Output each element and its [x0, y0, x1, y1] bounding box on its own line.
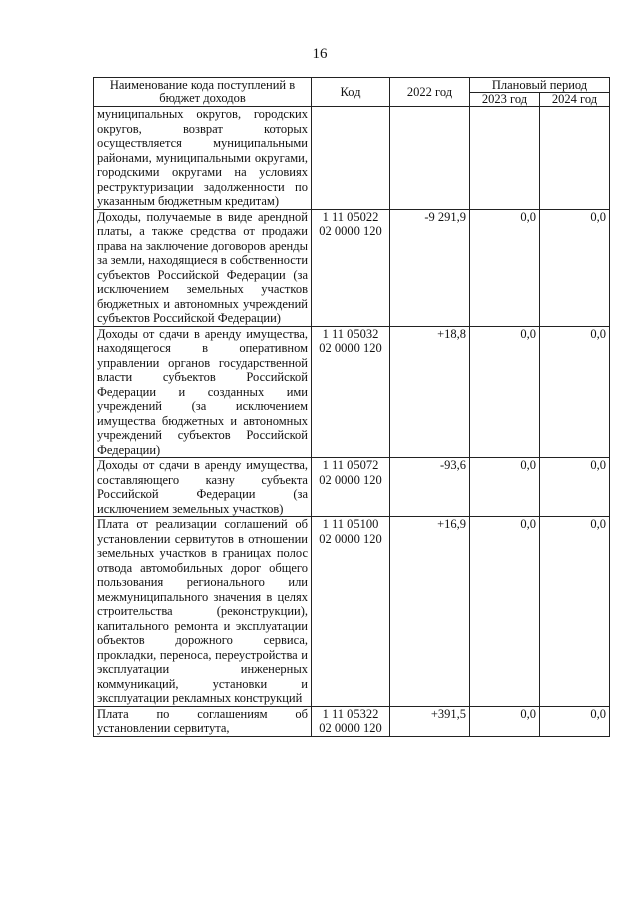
row-value-2023: [470, 107, 540, 210]
table-row: [94, 107, 610, 210]
row-name: Доходы от сдачи в аренду имущества, находящегося в оперативном управлении органов государственной власти субъектов Российской Федерации и созданных ими учреждений (за исключением имущества бюджетных и автономных учреждений субъектов Российской Федерации): [94, 326, 312, 458]
row-value-2022: -9 291,9: [390, 209, 470, 326]
row-name: Доходы, получаемые в виде арендной платы, а также средства от продажи права на заключение договоров аренды за земли, находящиеся в собственности субъектов Российской Федерации (за исключением земельных участков бюджетных и автономных учреждений субъектов Российской Федерации): [94, 209, 312, 326]
row-value-2024: 0,0: [540, 458, 610, 517]
row-name: муниципальных округов, городских округов, возврат которых осуществляется муниципальными районами, муниципальными округами, городскими округами на условиях реструктуризации задолженности по указанным бюджетным кредитам): [94, 107, 312, 210]
table-row: [94, 706, 610, 736]
row-code: 1 11 05322 02 0000 120: [312, 706, 390, 736]
row-code: [312, 107, 390, 210]
row-value-2024: [540, 107, 610, 210]
row-name: Плата от реализации соглашений об установлении сервитутов в отношении земельных участков в границах полос отвода автомобильных дорог общего пользования регионального или межмуниципального значения в целях строительства (реконструкции), капитального ремонта и эксплуатации объектов дорожного сервиса, прокладки, переноса, переустройства и эксплуатации инженерных коммуникаций, установки и эксплуатации рекламных конструкций: [94, 517, 312, 707]
revenue-table: [93, 77, 610, 737]
row-value-2024: 0,0: [540, 326, 610, 458]
table-row: [94, 326, 610, 458]
table-row: [94, 517, 610, 707]
row-name: Доходы от сдачи в аренду имущества, составляющего казну субъекта Российской Федерации (за исключением земельных участков): [94, 458, 312, 517]
row-value-2022: +391,5: [390, 706, 470, 736]
row-value-2023: 0,0: [470, 517, 540, 707]
row-code: 1 11 05022 02 0000 120: [312, 209, 390, 326]
table-row: [94, 458, 610, 517]
row-code: 1 11 05100 02 0000 120: [312, 517, 390, 707]
header-code: Код: [312, 78, 390, 107]
header-planned-period: Плановый период: [470, 78, 610, 93]
header-2024: 2024 год: [540, 93, 610, 107]
row-value-2023: 0,0: [470, 706, 540, 736]
row-value-2024: 0,0: [540, 517, 610, 707]
row-code: 1 11 05072 02 0000 120: [312, 458, 390, 517]
row-value-2022: +18,8: [390, 326, 470, 458]
row-name: Плата по соглашениям об установлении сервитута,: [94, 706, 312, 736]
row-code: 1 11 05032 02 0000 120: [312, 326, 390, 458]
row-value-2022: -93,6: [390, 458, 470, 517]
header-2023: 2023 год: [470, 93, 540, 107]
row-value-2024: 0,0: [540, 706, 610, 736]
row-value-2023: 0,0: [470, 458, 540, 517]
row-value-2022: +16,9: [390, 517, 470, 707]
header-name: Наименование кода поступлений в бюджет доходов: [94, 78, 312, 107]
row-value-2022: [390, 107, 470, 210]
header-2022: 2022 год: [390, 78, 470, 107]
table-row: [94, 209, 610, 326]
row-value-2023: 0,0: [470, 209, 540, 326]
page-number: 16: [312, 46, 328, 62]
row-value-2023: 0,0: [470, 326, 540, 458]
row-value-2024: 0,0: [540, 209, 610, 326]
